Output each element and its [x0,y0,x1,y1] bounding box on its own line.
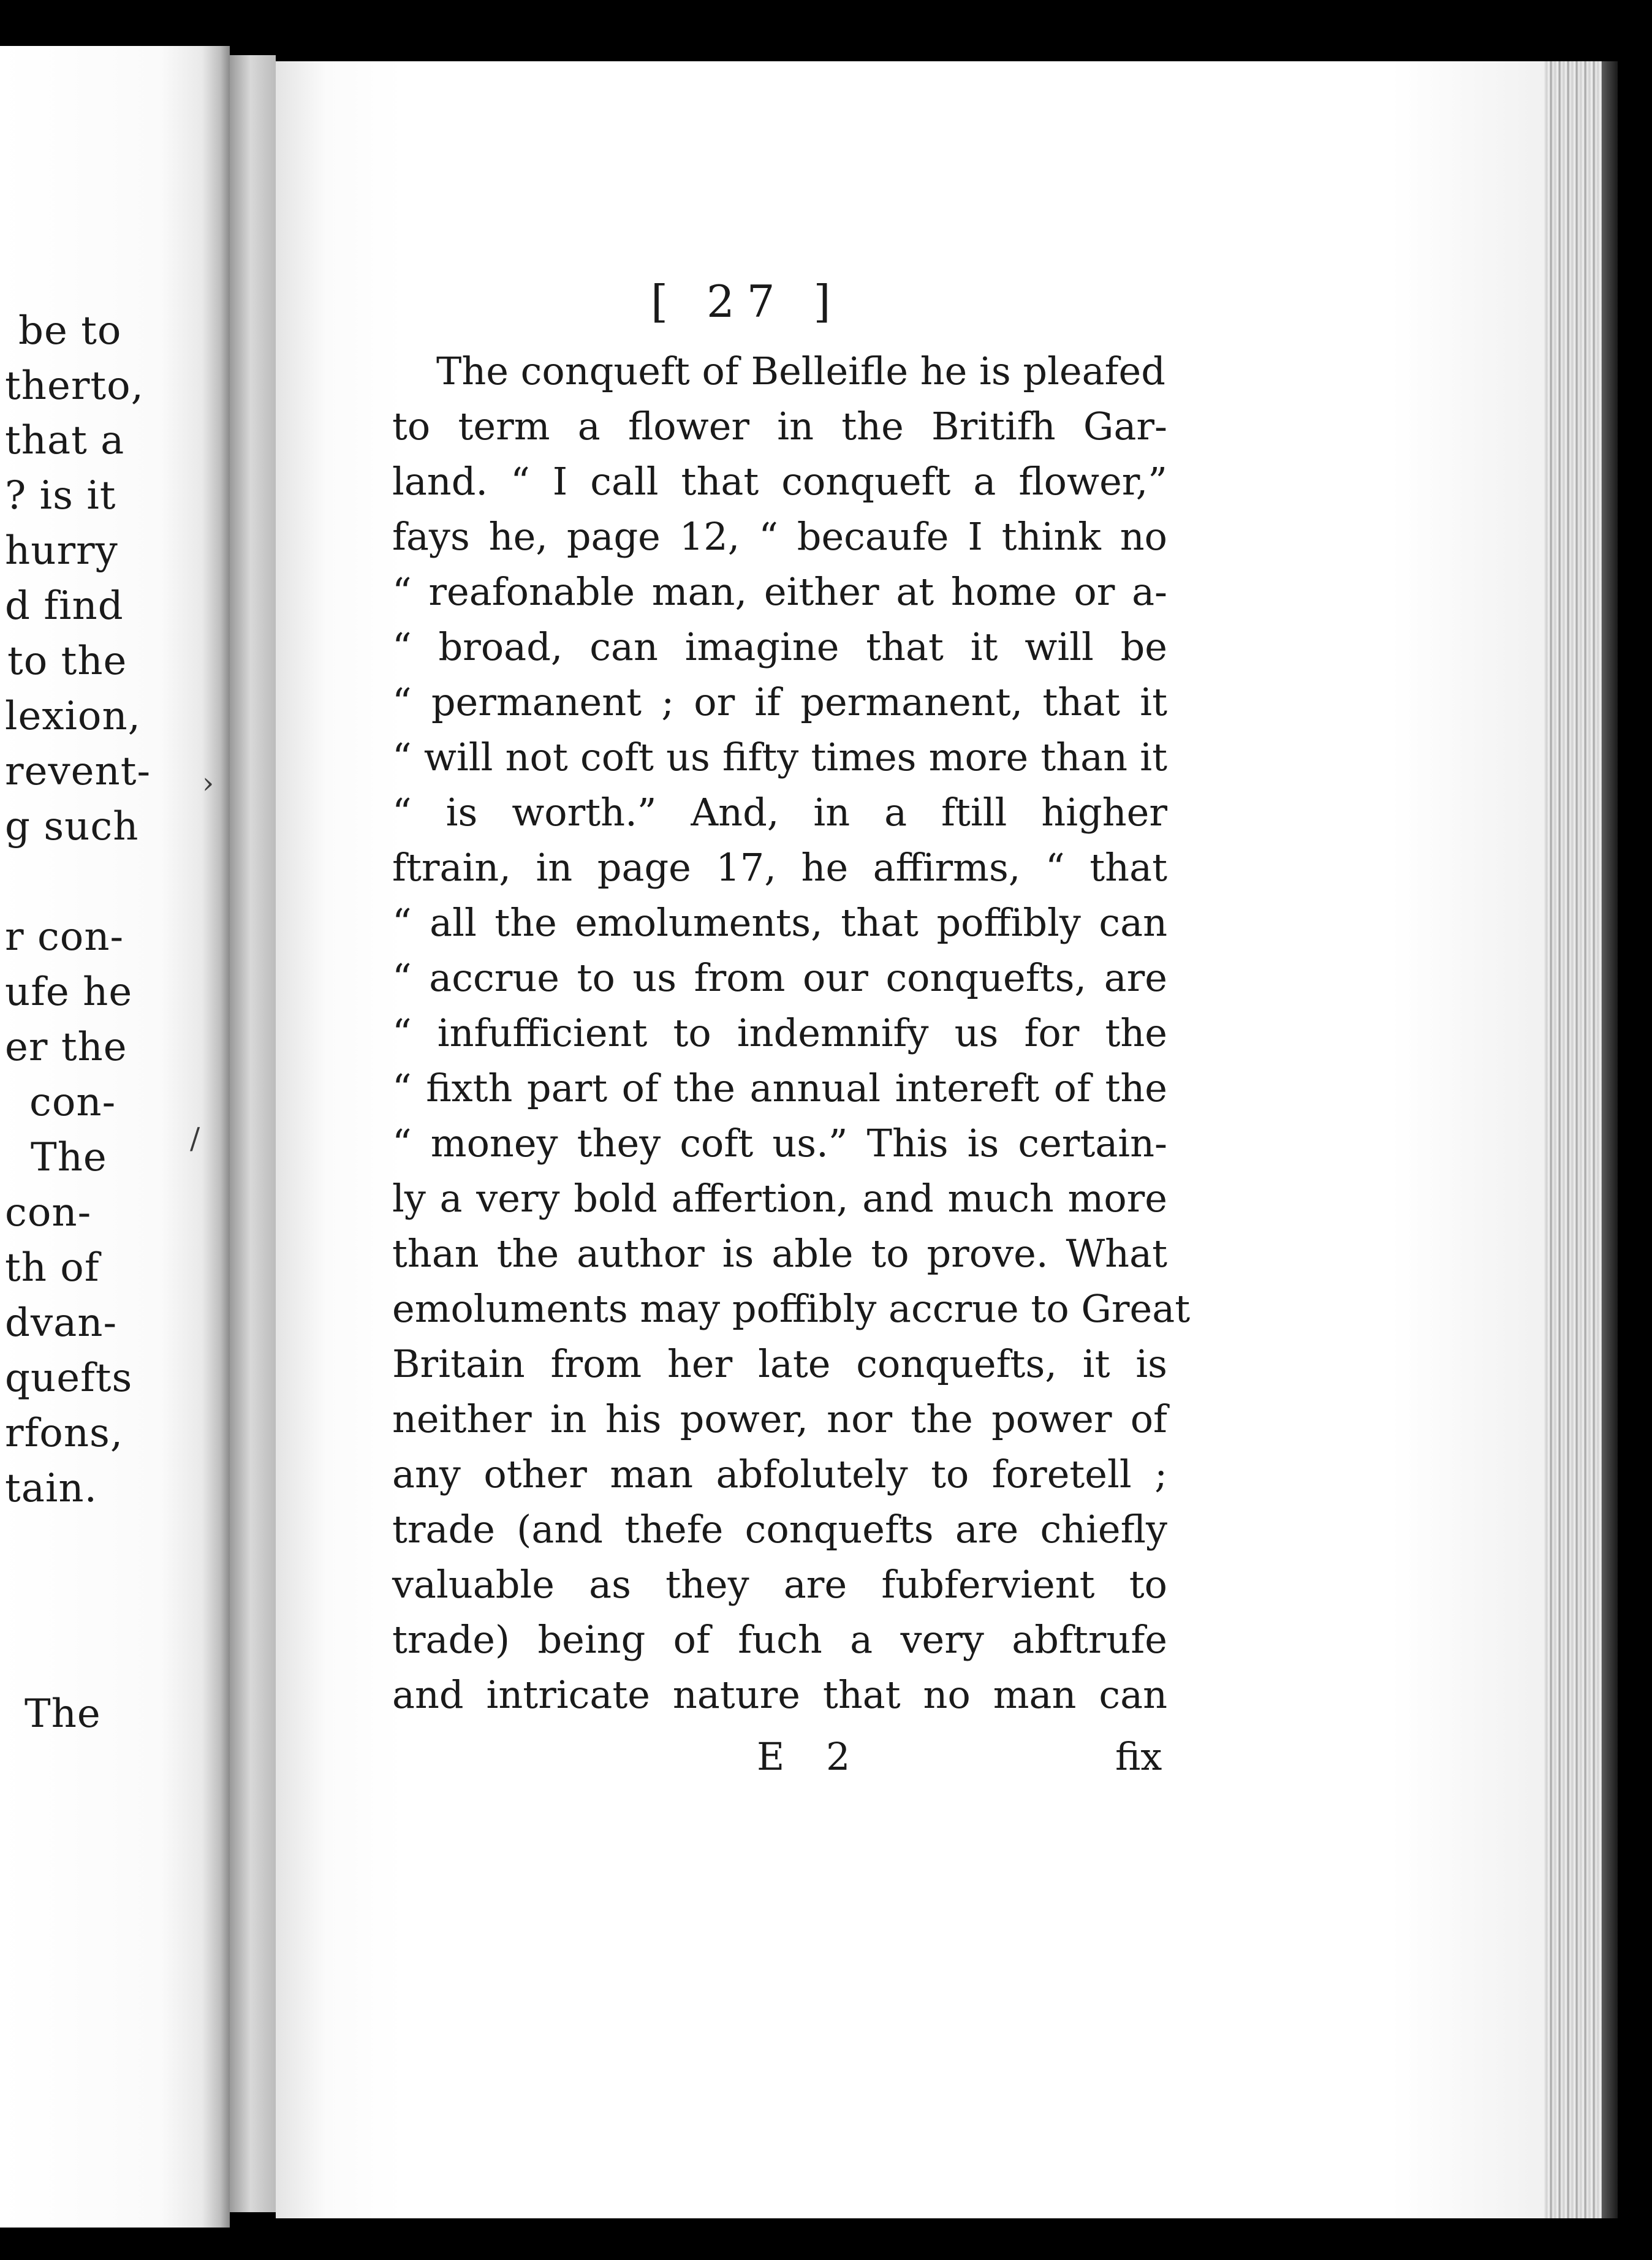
text-line: “ all the emoluments, that poffibly can [392,900,1167,945]
text-line: “ will not coft us fifty times more than it [392,735,1167,779]
text-line: Britain from her late conquefts, it is [392,1341,1167,1386]
left-line: g such [5,804,139,849]
text-line: “ accrue to us from our conquefts, are [392,955,1167,1000]
text-line: fays he, page 12, “ becaufe I think no [392,514,1167,559]
margin-mark: › [202,766,214,800]
text-line: neither in his power, nor the power of [392,1397,1167,1441]
left-line: therto, [5,363,144,409]
left-line: ufe he [5,969,133,1015]
catchword: fix [1115,1734,1162,1779]
book-gutter [230,55,276,2212]
left-line: revent- [5,749,151,794]
text-line: “ permanent ; or if permanent, that it [392,680,1167,724]
left-line: The [25,1691,101,1737]
left-line: con- [29,1080,116,1125]
text-line: “ infufficient to indemnify us for the [392,1011,1167,1055]
text-line: The conqueft of Belleifle he is pleafed [436,349,1165,393]
left-line: rfons, [5,1411,124,1456]
left-line: that a [5,418,125,463]
text-line: trade (and thefe conquefts are chiefly [392,1507,1167,1552]
text-line: ly a very bold affertion, and much more [392,1176,1167,1221]
left-line: to the [7,639,127,684]
left-line: th of [5,1245,100,1291]
left-line: con- [5,1190,92,1235]
text-line: “ reafonable man, either at home or a- [392,569,1167,614]
page-number-header: [ 27 ] [651,276,843,327]
text-line: than the author is able to prove. What [392,1231,1167,1276]
text-line: and intricate nature that no man can [392,1672,1167,1717]
text-line: “ broad, can imagine that it will be [392,624,1167,669]
text-line: “ money they coft us.” This is certain- [392,1121,1167,1166]
text-line: “ is worth.” And, in a ftill higher [392,790,1167,835]
left-line: lexion, [5,694,141,739]
text-line: to term a flower in the Britifh Gar- [392,404,1167,449]
left-line: ? is it [5,473,116,518]
text-line: “ fixth part of the annual intereft of the [392,1066,1167,1110]
left-line: d find [5,583,124,629]
page-edge [1544,61,1618,2218]
text-line: valuable as they are fubfervient to [392,1562,1167,1607]
left-line: be to [18,308,122,354]
text-line: emoluments may poffibly accrue to Great [392,1286,1191,1331]
text-line: any other man abfolutely to foretell ; [392,1452,1167,1496]
left-line: hurry [5,528,118,574]
left-line: dvan- [5,1300,118,1346]
left-line: er the [5,1025,127,1070]
left-line: The [31,1135,107,1180]
text-line: ftrain, in page 17, he affirms, “ that [392,845,1167,890]
left-line: r con- [5,914,124,960]
signature-mark: E 2 [757,1734,865,1779]
margin-mark: / [190,1121,200,1156]
left-line: tain. [5,1466,97,1511]
left-line: quefts [5,1356,133,1401]
text-line: trade) being of fuch a very abftrufe [392,1617,1167,1662]
text-line: land. “ I call that conqueft a flower,” [392,459,1167,504]
